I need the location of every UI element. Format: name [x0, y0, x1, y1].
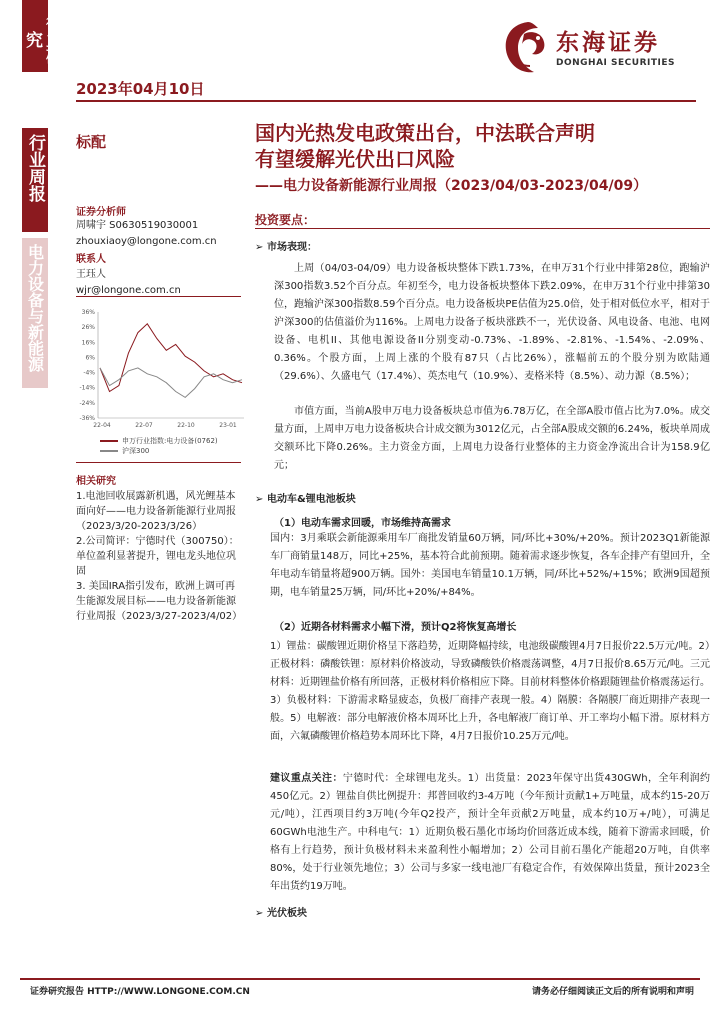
related-item[interactable]: 2.公司简评：宁德时代（300750）：单位盈利显著提升，锂电龙头地位巩固 — [76, 536, 239, 577]
arrow-bullet-icon: ➢ — [255, 908, 264, 919]
report-date: 2023年04月10日 — [76, 80, 205, 98]
series-line-1 — [100, 368, 242, 398]
side-tab-label: 行业周报 — [25, 134, 45, 202]
market-paragraph-2: 市值方面，当前A股申万电力设备板块总市值为6.78万亿，在全部A股市值占比为7.0%。成交量方面，上周申万电力设备板块合计成交额为3012亿元，占全部A股成交额的6.24%，板块单周成交额环比下降0.26%。主力资金方面，上周电力设备行业整体的主力资金净流出合计为158.9亿元； — [274, 406, 710, 471]
side-tab-sector — [22, 238, 48, 388]
ev-subheading-1: （1）电动车需求回暖，市场维持高需求 — [274, 518, 451, 529]
header-divider — [76, 100, 696, 102]
market-paragraph-1: 上周（04/03-04/09）电力设备板块整体下跌1.73%，在申万31个行业中排第28位，跑输沪深300指数3.52个百分点。年初至今，电力设备板块整体下跌2.09%，在申万31个行业中排第30位，跑输沪深300指数8.59个百分点。电力设备板块PE估值为25.0倍，处于相对低位水平，相对于沪深300的估值溢价为116%。上周电力设备子板块涨跌不一，光伏设备、风电设备、电池、电网设备、电机II、其他电源设备II分别变动-0.73%、-1.89%、-2.81%、-1.54%、-2.09%、0.36%。个股方面，上周上涨的个股有87只（占比26%），涨幅前五的个股分别为欧陆通（29.6%）、久盛电气（17.4%）、英杰电气（10.9%）、麦格米特（8.5%）、动力源（8.5%）； — [274, 263, 710, 382]
legend-item-index — [100, 446, 218, 456]
series-line-0 — [100, 324, 242, 392]
y-tick-label: -36% — [79, 415, 95, 422]
pv-section-heading — [255, 904, 307, 919]
footer-divider — [20, 978, 700, 980]
logo-chinese-name: 东海证券 — [556, 30, 660, 56]
section-heading-text: 电动车&锂电池板块 — [267, 494, 356, 505]
related-item[interactable]: 1.电池回收展露新机遇，风光鲤基本面向好——电力设备新能源行业周报（2023/3/20-2023/3/26） — [76, 491, 236, 532]
footer-disclaimer: 请务必仔细阅读正文后的所有说明和声明 — [531, 987, 694, 997]
related-item[interactable]: 3. 美国IRA指引发布，欧洲上调可再生能源发展目标——电力设备新能源行业周报（2023/3/27-2023/4/02） — [76, 581, 243, 622]
y-tick-label: -24% — [79, 399, 95, 407]
section-heading-text: 光伏板块 — [267, 908, 307, 919]
related-research — [76, 472, 241, 624]
chart-legend — [100, 436, 218, 456]
y-tick-label: 26% — [81, 324, 95, 332]
related-label: 相关研究 — [76, 476, 116, 487]
legend-label: 申万行业指数:电力设备(0762) — [122, 437, 218, 445]
market-section-heading — [255, 238, 317, 253]
report-subtitle: ——电力设备新能源行业周报（2023/04/03-2023/04/09） — [255, 178, 648, 194]
recommend-text: 宁德时代：全球锂电龙头。1）出货量：2023年保守出货430GWh，全年利润约450亿元。2）锂盐自供比例提升：邦普回收约3-4万吨（今年预计贡献1+万吨量，成本约15-20万元/吨），江西项目约3万吨(今年Q2投产，预计全年贡献2万吨量，成本约10万+/吨），可满足60GWh电池生产。中科电气：1）近期负极石墨化市场均价回落近成本线，随着下游需求回暖，价格有上行趋势，预计负极材料未来盈利性小幅增加；2）公司目前石墨化产能超20万吨，自供率80%，处于行业领先地位；3）公司与多家一线电池厂有稳定合作，有效保障出货量，预计2023全年出货约19万吨。 — [270, 773, 711, 892]
dragon-logo-icon — [498, 16, 554, 78]
sidebar-divider — [76, 462, 241, 463]
ev-paragraph-1: 国内：3月乘联会新能源乘用车厂商批发销量60万辆，同/环比+30%/+20%。预计2023Q1新能源车厂商销量148万，同比+25%，基本符合此前预期。随着需求逐步恢复，各车企排产有望回升，全年电动车销量将超900万辆。国外：美国电车销量10.1万辆，同/环比+52%/+15%；欧洲9国超预期，电车销量25万辆，同/环比+20%/+84%。 — [270, 533, 710, 598]
analyst-email: zhouxiaoy@longone.com.cn — [76, 236, 217, 247]
ev-paragraph-3 — [270, 770, 710, 896]
contact-name: 王珏人 — [76, 269, 106, 280]
analyst-label: 证券分析师 — [76, 207, 126, 218]
contact-email: wjr@longone.com.cn — [76, 285, 181, 296]
y-tick-label: 16% — [81, 339, 95, 347]
title-line-2: 有望缓解光伏出口风险 — [255, 147, 455, 171]
ev-paragraph-2: 1）锂盐：碳酸锂近期价格呈下落趋势，近期降幅持续，电池级碳酸锂4月7日报价22.5万元/吨。2）正极材料：磷酸铁锂：原材料价格波动，导致磷酸铁价格震荡调整，4月7日报价8.65万元/吨。三元材料：近期锂盐价格有所回落，正极材料价格相应下降。目前材料整体价格跟随锂盐价格震荡运行。3）负极材料：下游需求略显疲态，负极厂商排产表现一般。4）隔膜：各隔膜厂商近期排产表现一般。5）电解液：部分电解液价格本周环比上升，各电解液厂商订单、开工率均小幅下滑。原材料方面，六氟磷酸锂价格趋势本周环比下降，4月7日报价10.25万元/吨。 — [270, 641, 710, 742]
side-tab-industry-research — [22, 0, 62, 72]
ev-section-heading — [255, 490, 356, 505]
side-tab-label: 电力设备与新能源 — [25, 244, 45, 372]
footer-website[interactable]: 证券研究报告 HTTP://WWW.LONGONE.COM.CN — [30, 987, 250, 997]
section-heading-text: 市场表现： — [267, 242, 317, 253]
y-tick-label: -4% — [83, 369, 95, 377]
side-tab-weekly — [22, 128, 48, 232]
x-tick-label: 22-07 — [135, 422, 153, 429]
performance-chart — [76, 306, 246, 434]
ev-subheading-2: （2）近期各材料需求小幅下滑，预计Q2将恢复高增长 — [274, 622, 517, 633]
sidebar-divider — [76, 296, 241, 297]
logo-english-name: DONGHAI SECURITIES — [556, 58, 675, 68]
legend-item-sector — [100, 436, 218, 446]
y-tick-label: -14% — [79, 384, 95, 392]
x-tick-label: 22-04 — [93, 422, 111, 429]
arrow-bullet-icon: ➢ — [255, 494, 264, 505]
y-tick-label: 36% — [81, 309, 95, 316]
recommend-label: 建议重点关注： — [270, 773, 343, 784]
y-tick-label: 6% — [85, 354, 95, 362]
analyst-block — [76, 203, 241, 299]
legend-swatch — [100, 440, 118, 442]
industry-rating: 标配 — [76, 133, 107, 151]
company-logo — [498, 16, 698, 78]
title-line-1: 国内光热发电政策出台，中法联合声明 — [255, 121, 595, 145]
legend-swatch — [100, 450, 118, 452]
legend-label: 沪深300 — [122, 447, 150, 455]
report-title — [255, 120, 705, 172]
x-tick-label: 23-01 — [219, 422, 237, 429]
key-points-divider — [255, 228, 710, 229]
x-tick-label: 22-10 — [177, 422, 195, 429]
contact-label: 联系人 — [76, 254, 106, 265]
analyst-name-code: 周啸宇 S0630519030001 — [76, 220, 199, 231]
side-tab-label: 行业研究 — [22, 13, 62, 65]
arrow-bullet-icon: ➢ — [255, 242, 264, 253]
key-points-label: 投资要点： — [255, 213, 316, 227]
